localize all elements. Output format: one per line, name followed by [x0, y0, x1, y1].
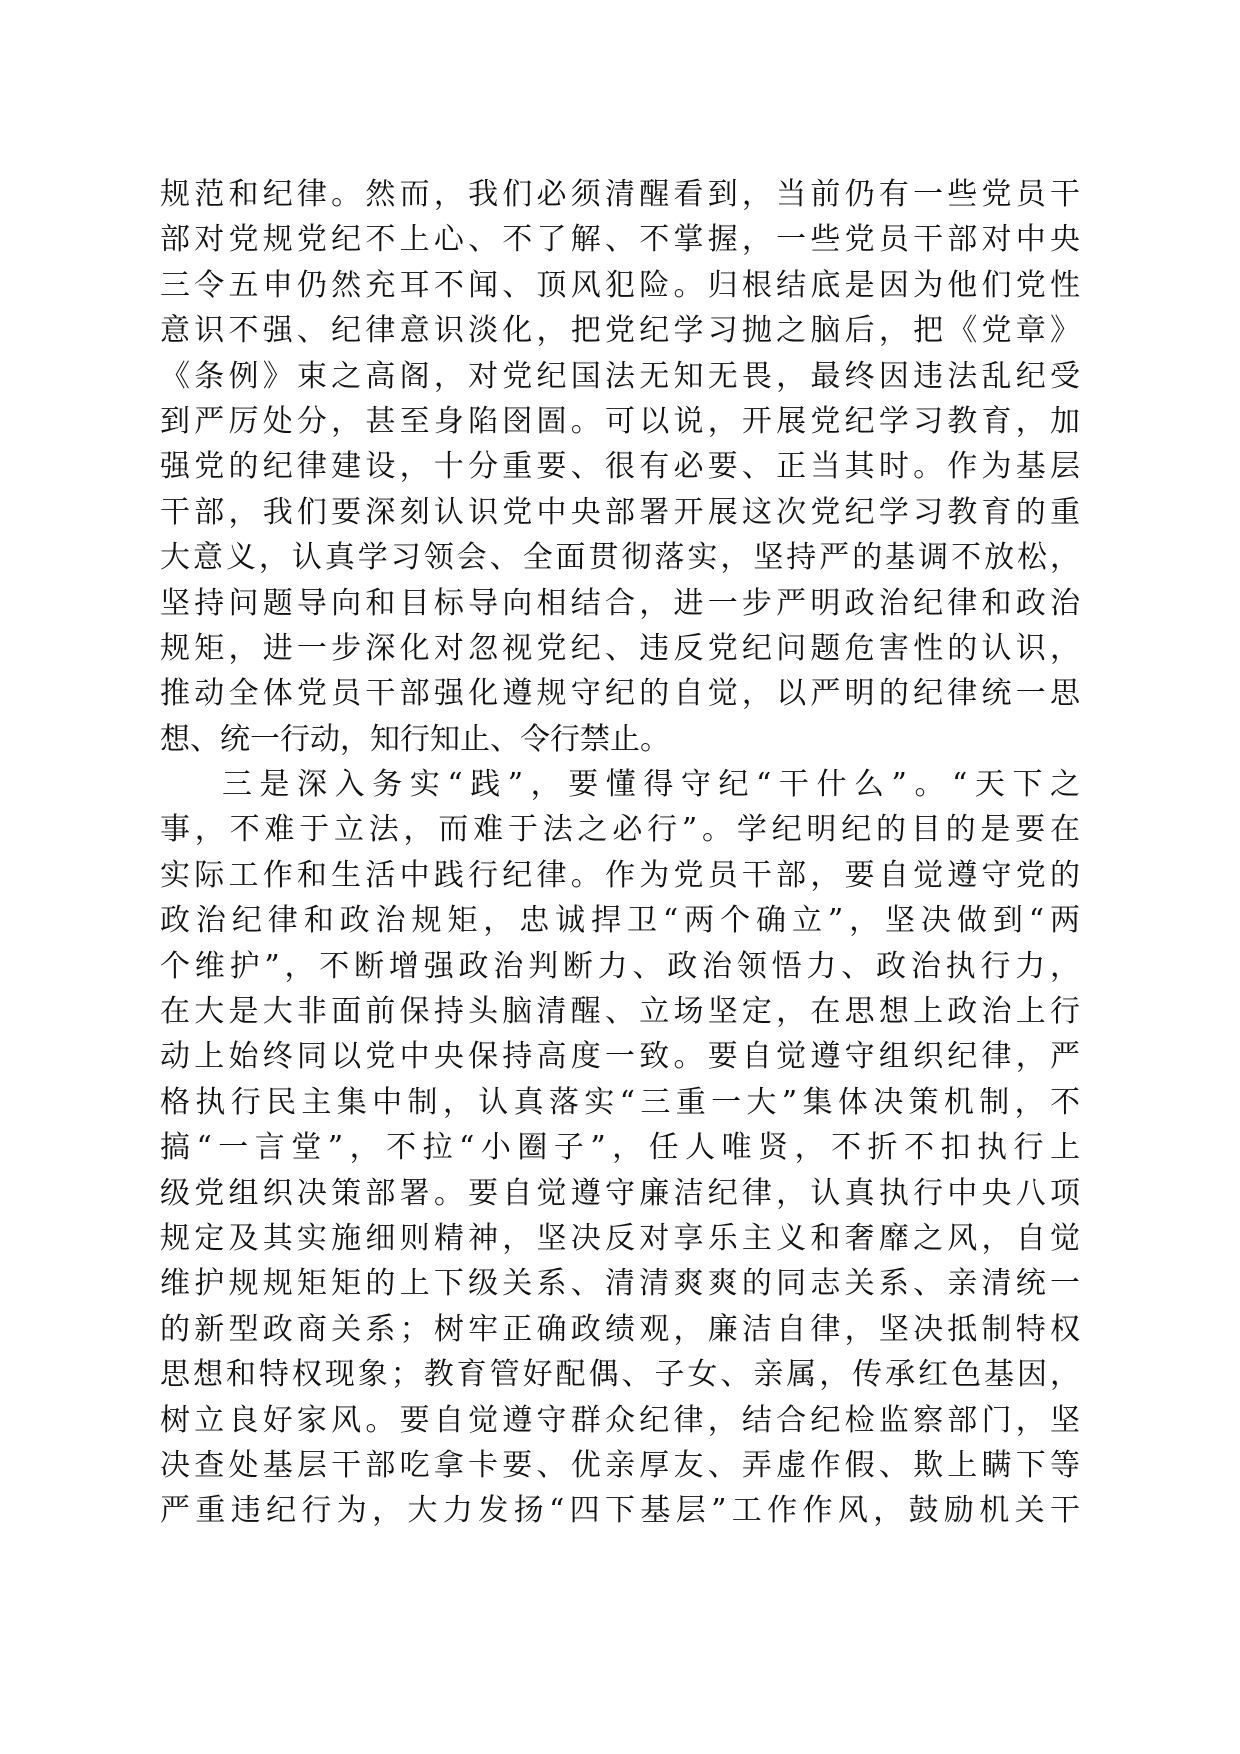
text-line: 规范和纪律。然而，我们必须清醒看到，当前仍有一些党员干 — [160, 177, 1080, 212]
document-body — [160, 172, 1080, 1534]
text-line: 干部，我们要深刻认识党中央部署开展这次党纪学习教育的重 — [160, 494, 1080, 530]
text-line: 树立良好家风。要自觉遵守群众纪律，结合纪检监察部门，坚 — [160, 1402, 1080, 1438]
text-line: 级党组织决策部署。要自觉遵守廉洁纪律，认真执行中央八项 — [160, 1175, 1080, 1211]
paragraph-2 — [160, 762, 1080, 1534]
text-line: 三是深入务实“践”，要懂得守纪“干什么”。“天下之 — [222, 767, 1080, 803]
text-line: 推动全体党员干部强化遵规守纪的自觉，以严明的纪律统一思 — [160, 676, 1080, 712]
text-line: 政治纪律和政治规矩，忠诚捍卫“两个确立”，坚决做到“两 — [160, 903, 1080, 939]
text-line: 规定及其实施细则精神，坚决反对享乐主义和奢靡之风，自觉 — [160, 1220, 1080, 1256]
text-line: 在大是大非面前保持头脑清醒、立场坚定，在思想上政治上行 — [160, 994, 1080, 1030]
text-line: 维护规规矩矩的上下级关系、清清爽爽的同志关系、亲清统一 — [160, 1266, 1080, 1302]
text-line: 部对党规党纪不上心、不了解、不掌握，一些党员干部对中央 — [160, 222, 1080, 258]
text-line: 强党的纪律建设，十分重要、很有必要、正当其时。作为基层 — [160, 449, 1080, 485]
text-line: 实际工作和生活中践行纪律。作为党员干部，要自觉遵守党的 — [160, 857, 1080, 893]
text-line: 动上始终同以党中央保持高度一致。要自觉遵守组织纪律，严 — [160, 1039, 1080, 1075]
text-line: 想、统一行动，知行知止、令行禁止。 — [160, 721, 670, 757]
text-line: 大意义，认真学习领会、全面贯彻落实，坚持严的基调不放松， — [160, 540, 1080, 576]
text-line: 三令五申仍然充耳不闻、顶风犯险。归根结底是因为他们党性 — [160, 267, 1080, 303]
text-line: 搞“一言堂”，不拉“小圈子”，任人唯贤，不折不扣执行上 — [160, 1130, 1080, 1166]
text-line: 决查处基层干部吃拿卡要、优亲厚友、弄虚作假、欺上瞒下等 — [160, 1447, 1080, 1483]
text-line: 到严厉处分，甚至身陷囹圄。可以说，开展党纪学习教育，加 — [160, 403, 1080, 439]
text-line: 严重违纪行为，大力发扬“四下基层”工作作风，鼓励机关干 — [160, 1493, 1080, 1529]
text-line: 坚持问题导向和目标导向相结合，进一步严明政治纪律和政治 — [160, 585, 1080, 621]
paragraph-1 — [160, 172, 1080, 762]
text-line: 个维护”，不断增强政治判断力、政治领悟力、政治执行力， — [160, 948, 1080, 984]
text-line: 事，不难于立法，而难于法之必行”。学纪明纪的目的是要在 — [160, 812, 1080, 848]
text-line: 格执行民主集中制，认真落实“三重一大”集体决策机制，不 — [160, 1084, 1080, 1120]
text-line: 意识不强、纪律意识淡化，把党纪学习抛之脑后，把《党章》 — [160, 313, 1080, 349]
text-line: 规矩，进一步深化对忽视党纪、违反党纪问题危害性的认识， — [160, 630, 1080, 666]
text-line: 思想和特权现象；教育管好配偶、子女、亲属，传承红色基因， — [160, 1357, 1080, 1393]
text-line: 的新型政商关系；树牢正确政绩观，廉洁自律，坚决抵制特权 — [160, 1311, 1080, 1347]
text-line: 《条例》束之高阁，对党纪国法无知无畏，最终因违法乱纪受 — [160, 358, 1080, 394]
